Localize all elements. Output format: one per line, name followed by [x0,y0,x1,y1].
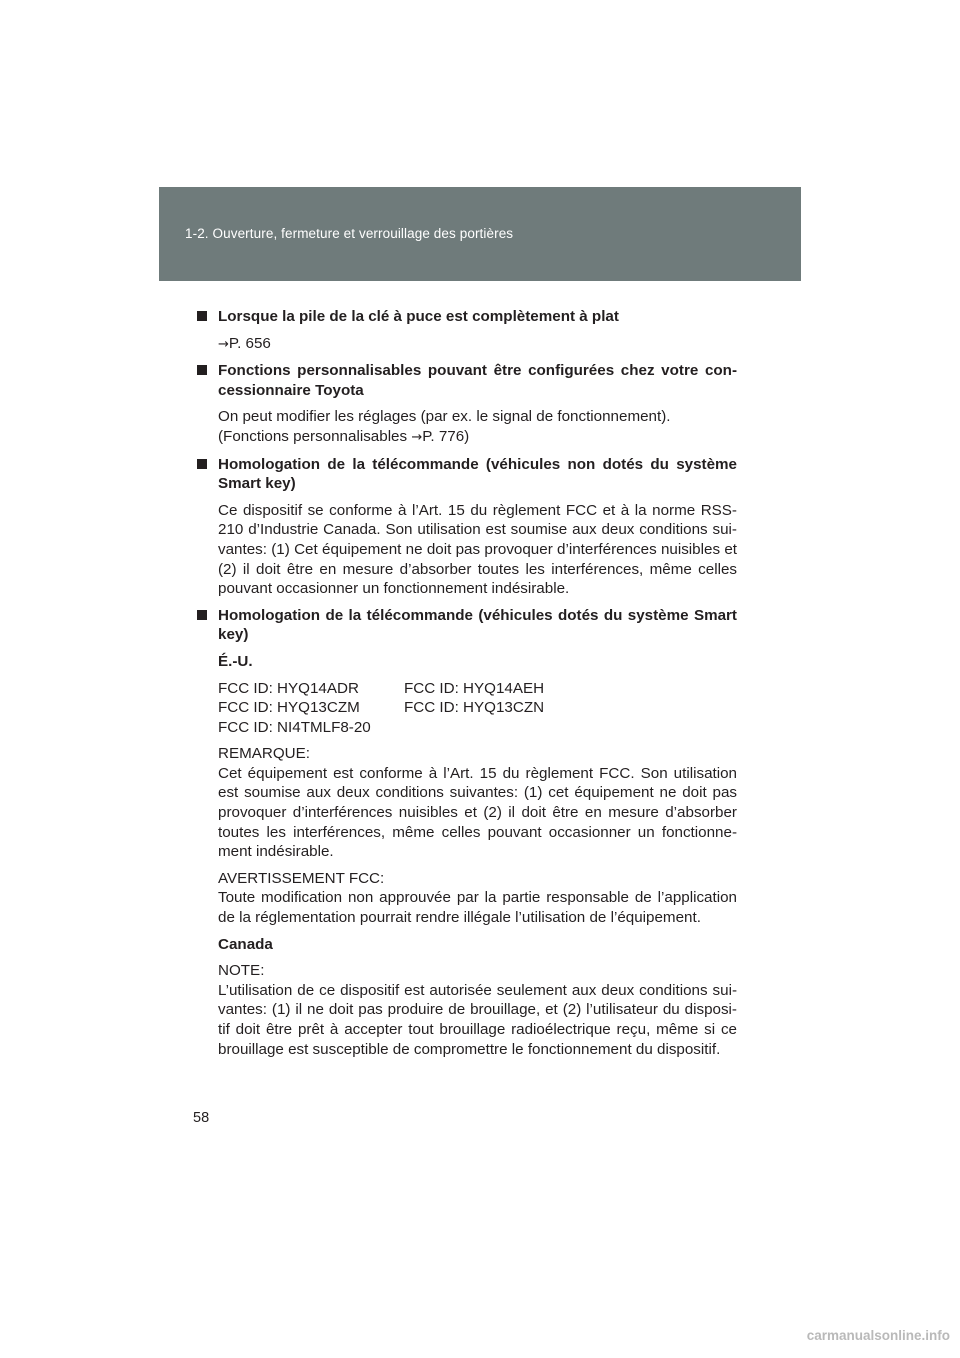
square-bullet-icon [197,365,207,375]
fcc-id-row [218,718,737,738]
page-number: 58 [193,1110,210,1126]
square-bullet-icon [197,459,207,469]
reference-prefix: (Fonctions personnalisables [218,427,412,445]
fcc-id-row [218,679,737,699]
body-line: On peut modifier les réglages (par ex. le signal de fonctionnement). [218,408,671,426]
remarque-body: Cet équipement est conforme à l’Art. 15 du règlement FCC. Son utilisation est soumise aux deux conditions suivantes: (1) cet équipement ne doit pas provoquer d’interférences nuisibles et (2) il doit être en mesure d’absorber toutes les interférences, même celles pouvant occasionner un fonctionne-ment indésirable. [218,764,737,861]
watermark-logo: carmanualsonline.info [806,1328,950,1343]
fcc-id: FCC ID: NI4TMLF8-20 [218,718,371,736]
fcc-id: FCC ID: HYQ13CZM [218,699,360,717]
reference-text: P. 656 [228,334,271,352]
reference-text: P. 776) [422,427,470,445]
arrow-icon: → [218,336,229,352]
heading-battery-dead [197,307,737,327]
square-bullet-icon [197,311,207,321]
warning-title: AVERTISSEMENT FCC: [218,869,385,887]
remarque-block [197,744,737,862]
warning-body: Toute modification non approuvée par la partie responsable de l’application de la réglementation pourrait rendre illégale l’utilisation de l’équipement. [218,889,737,927]
remarque-title: REMARQUE: [218,745,310,763]
usa-label: É.-U. [218,652,253,670]
section-header-band [159,187,801,281]
heading-text: Lorsque la pile de la clé à puce est complètement à plat [218,308,619,325]
fcc-id-list [197,679,737,738]
heading-remote-certification-smart-key [197,606,737,645]
body-line-reference [218,427,737,448]
canada-label: Canada [218,935,273,953]
heading-remote-certification-no-smart-key [197,455,737,494]
section-title: 1-2. Ouverture, fermeture et verrouillage des portières [185,226,514,241]
page-content [197,307,737,1066]
fcc-id: FCC ID: HYQ14ADR [218,679,359,697]
note-block [197,961,737,1059]
customizable-features-body [197,407,737,447]
heading-text: Fonctions personnalisables pouvant être configurées chez votre con-cessionnaire Toyota [218,362,737,399]
fcc-id-row [218,698,737,718]
page-reference [197,334,737,355]
fcc-id: FCC ID: HYQ13CZN [404,699,545,717]
fcc-id: FCC ID: HYQ14AEH [404,679,545,697]
arrow-icon: → [411,429,423,445]
heading-text: Homologation de la télécommande (véhicules non dotés du système Smart key) [218,455,737,493]
certification-body: Ce dispositif se conforme à l’Art. 15 du règlement FCC et à la norme RSS-210 d’Industrie Canada. Son utilisation est soumise aux deux conditions sui-vantes: (1) Cet équipement ne doit pas provoquer d’interférences nuisibles et (2) il doit être en mesure d’absorber toutes les interférences, même celles pouvant occasionner un fonctionnement indésirable. [218,501,737,598]
heading-customizable-features [197,361,737,400]
note-title: NOTE: [218,962,265,980]
fcc-warning-block [197,869,737,928]
note-body: L’utilisation de ce dispositif est autorisée seulement aux deux conditions sui-vantes: (1) il ne doit pas produire de brouillage, et (2) l’utilisateur du disposi-tif doit être prêt à accepter tout brouillage radioélectrique reçu, même si ce brouillage est susceptible de compromettre le fonctionnement du dispositif. [218,981,737,1058]
heading-text: Homologation de la télécommande (véhicules dotés du système Smart key) [218,606,737,644]
square-bullet-icon [197,610,207,620]
